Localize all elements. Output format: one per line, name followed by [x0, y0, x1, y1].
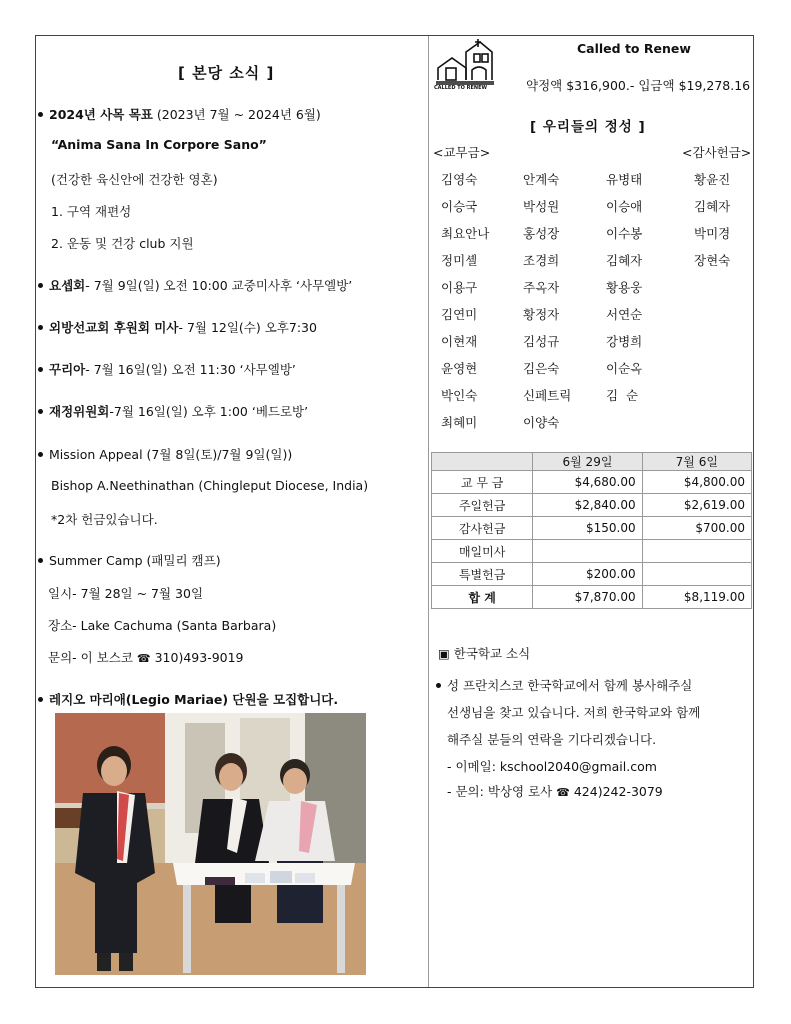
table-header-date: 7월 6일: [642, 453, 751, 471]
table-row: [432, 471, 752, 494]
bullet-icon: [38, 558, 43, 563]
row-value: $4,680.00: [533, 471, 642, 494]
table-header-blank: [432, 453, 533, 471]
donor-name: 박미경: [694, 226, 731, 241]
row-value: $8,119.00: [642, 586, 751, 609]
mission-title: Mission Appeal: [49, 447, 143, 462]
event-detail: - 7월 9일(일) 오전 10:00 교중미사후 ‘사무엘방’: [85, 278, 353, 293]
school-text: 성 프란치스코 한국학교에서 함께 봉사해주실: [447, 678, 693, 693]
pledge-label: 약정액: [526, 78, 563, 93]
donor-name: 황윤진: [694, 172, 731, 187]
goal-period: (2023년 7월 ~ 2024년 6월): [156, 107, 321, 122]
donor-name: 최혜미: [441, 415, 478, 430]
mission-line: [38, 445, 292, 463]
donor-name: 김 순: [606, 388, 639, 403]
donor-name: 박성원: [523, 199, 560, 214]
bullet-icon: [38, 452, 43, 457]
row-label: 교 무 금: [432, 471, 533, 494]
mission-note: *2차 헌금있습니다.: [51, 512, 158, 527]
bullet-icon: [38, 367, 43, 372]
school-contact-label: - 문의: 박상영 로사: [447, 784, 553, 799]
section-title: [ 본당 소식 ]: [178, 64, 275, 82]
event-item: [38, 360, 296, 378]
camp-place: 장소- Lake Cachuma (Santa Barbara): [48, 618, 277, 633]
goal-item: 1. 구역 재편성: [51, 204, 132, 219]
school-title: ▣ 한국학교 소식: [438, 646, 531, 661]
donor-name: 김혜자: [694, 199, 731, 214]
camp-contact-label: 문의- 이 보스코: [48, 650, 133, 665]
legio-text: 레지오 마리애(Legio Mariae) 단원을 모집합니다.: [49, 692, 339, 707]
table-row: [432, 494, 752, 517]
row-value: [642, 563, 751, 586]
donor-name: 주옥자: [523, 280, 560, 295]
camp-line: [38, 551, 221, 569]
row-label: 감사헌금: [432, 517, 533, 540]
table-total-row: [432, 586, 752, 609]
school-text: 해주실 분들의 연락을 기다리겠습니다.: [447, 732, 657, 747]
phone-icon: ☎: [556, 786, 570, 799]
donor-name: 장현숙: [694, 253, 731, 268]
mission-dates: (7월 8일(토)/7월 9일(일)): [146, 447, 293, 462]
col-left-label: <교무금>: [433, 145, 491, 160]
bullet-icon: [436, 683, 441, 688]
row-value: $2,619.00: [642, 494, 751, 517]
table-header-row: [432, 453, 752, 471]
donor-name: 안계숙: [523, 172, 560, 187]
motto: “Anima Sana In Corpore Sano”: [51, 137, 267, 152]
campaign-amounts: [526, 76, 750, 94]
bullet-icon: [38, 283, 43, 288]
donor-name: 김혜자: [606, 253, 643, 268]
donor-name: 조경희: [523, 253, 560, 268]
motto-translation: (건강한 육신안에 건강한 영혼): [51, 172, 218, 187]
row-label: 특별헌금: [432, 563, 533, 586]
event-name: 요셉회: [49, 278, 86, 293]
event-item: [38, 402, 308, 420]
donor-name: 황용웅: [606, 280, 643, 295]
goal-title: 2024년 사목 목표: [49, 107, 153, 122]
donor-name: 이양숙: [523, 415, 560, 430]
legio-line: [38, 690, 338, 708]
received-label: 입금액: [638, 78, 675, 93]
event-detail: -7월 16일(일) 오후 1:00 ‘베드로방’: [109, 404, 309, 419]
received-amount: $19,278.16: [678, 78, 751, 93]
column-divider: [428, 36, 429, 987]
camp-contact: [48, 648, 244, 666]
photo-illustration: [55, 713, 366, 975]
event-detail: - 7월 16일(일) 오전 11:30 ‘사무엘방’: [85, 362, 296, 377]
table-row: [432, 517, 752, 540]
row-value: $4,800.00: [642, 471, 751, 494]
donor-name: 황정자: [523, 307, 560, 322]
row-value: $200.00: [533, 563, 642, 586]
event-item: [38, 318, 317, 336]
row-value: $2,840.00: [533, 494, 642, 517]
row-label: 합 계: [432, 586, 533, 609]
donor-name: 이승국: [441, 199, 478, 214]
bullet-icon: [38, 325, 43, 330]
donor-name: 이순옥: [606, 361, 643, 376]
table-header-date: 6월 29일: [533, 453, 642, 471]
donor-name: 정미셸: [441, 253, 478, 268]
phone-icon: ☎: [136, 652, 151, 665]
donor-name: 신페트릭: [523, 388, 572, 403]
donor-name: 이현재: [441, 334, 478, 349]
event-name: 외방선교회 후원회 미사: [49, 320, 179, 335]
pledge-amount: $316,900.-: [566, 78, 635, 93]
table-row: [432, 540, 752, 563]
table-row: [432, 563, 752, 586]
school-text: 선생님을 찾고 있습니다. 저희 한국학교와 함께: [447, 705, 701, 720]
offering-table: [431, 452, 752, 609]
school-email: - 이메일: kschool2040@gmail.com: [447, 759, 657, 774]
school-line: [436, 676, 692, 694]
event-name: 재정위원회: [49, 404, 110, 419]
camp-contact-phone: 310)493-9019: [154, 650, 244, 665]
row-value: $700.00: [642, 517, 751, 540]
row-value: [642, 540, 751, 563]
row-label: 주일헌금: [432, 494, 533, 517]
camp-title: Summer Camp (패밀리 캠프): [49, 553, 221, 568]
event-name: 꾸리아: [49, 362, 86, 377]
donor-name: 최요안나: [441, 226, 490, 241]
col-right-label: <감사헌금>: [682, 145, 752, 160]
logo-caption: CALLED TO RENEW: [434, 85, 488, 91]
row-value: $150.00: [533, 517, 642, 540]
church-logo: [434, 38, 496, 96]
donor-name: 김성규: [523, 334, 560, 349]
goal-line: [38, 105, 321, 123]
donor-name: 박인숙: [441, 388, 478, 403]
school-contact: [447, 782, 663, 800]
donor-name: 윤영현: [441, 361, 478, 376]
campaign-title: Called to Renew: [577, 41, 691, 56]
donor-name: 이수봉: [606, 226, 643, 241]
school-contact-phone: 424)242-3079: [573, 784, 663, 799]
donor-name: 유병태: [606, 172, 643, 187]
row-value: [533, 540, 642, 563]
donor-name: 강병희: [606, 334, 643, 349]
bullet-icon: [38, 409, 43, 414]
camp-date: 일시- 7월 28일 ~ 7월 30일: [48, 586, 204, 601]
donor-name: 홍성장: [523, 226, 560, 241]
donor-name: 김연미: [441, 307, 478, 322]
mission-bishop: Bishop A.Neethinathan (Chingleput Diocese, India): [51, 478, 369, 493]
legio-photo: [55, 713, 366, 975]
offering-title: [ 우리들의 정성 ]: [530, 119, 646, 135]
goal-item: 2. 운동 및 건강 club 지원: [51, 236, 194, 251]
bullet-icon: [38, 112, 43, 117]
event-detail: - 7월 12일(수) 오후7:30: [178, 320, 317, 335]
donor-name: 김은숙: [523, 361, 560, 376]
donor-name: 이승애: [606, 199, 643, 214]
bullet-icon: [38, 697, 43, 702]
event-item: [38, 276, 352, 294]
row-label: 매일미사: [432, 540, 533, 563]
row-value: $7,870.00: [533, 586, 642, 609]
donor-name: 이용구: [441, 280, 478, 295]
donor-name: 서연순: [606, 307, 643, 322]
donor-name: 김영숙: [441, 172, 478, 187]
